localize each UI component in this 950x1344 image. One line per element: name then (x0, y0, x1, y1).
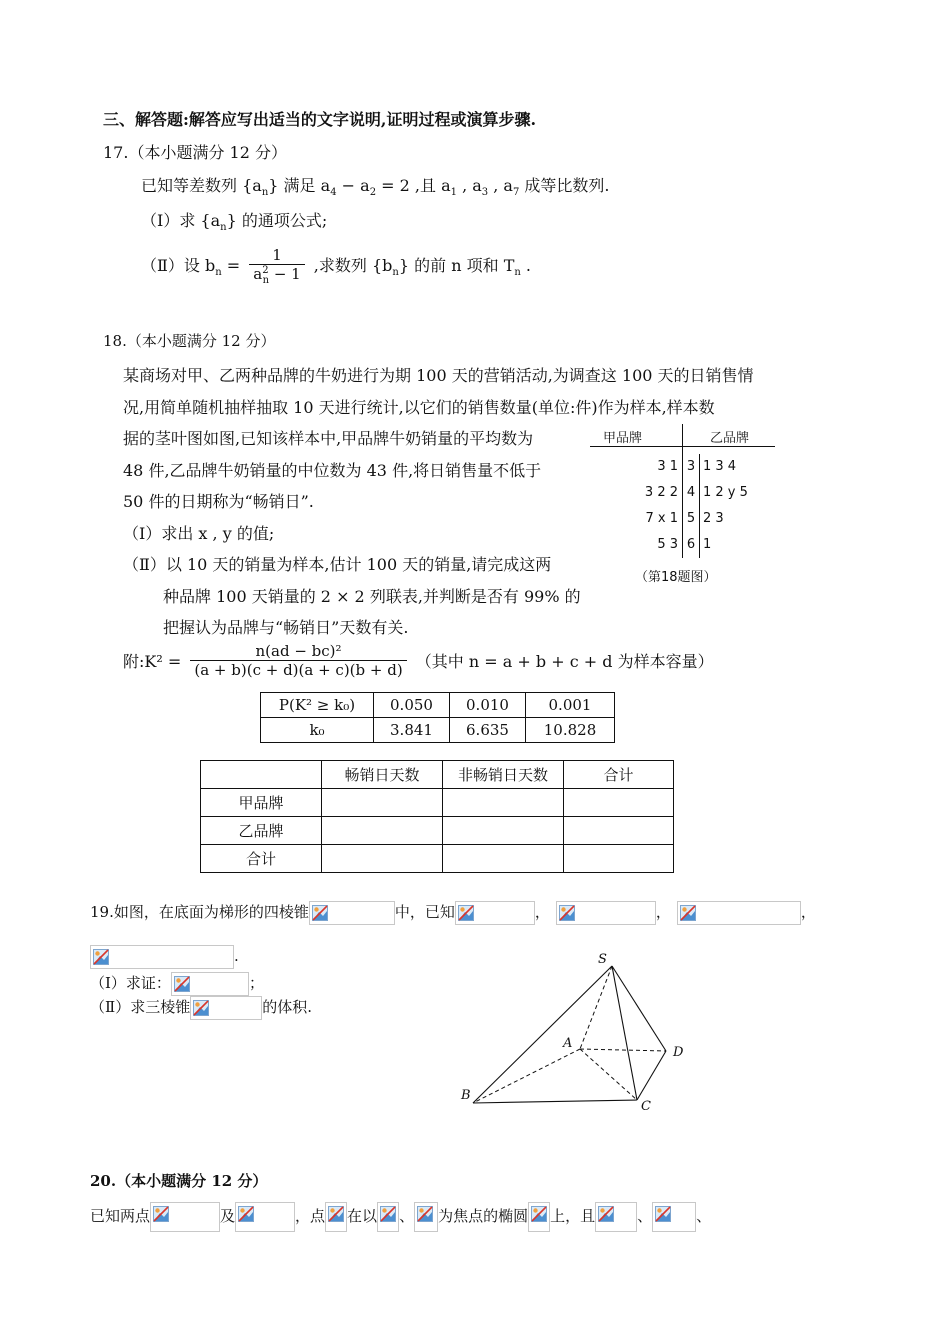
stem-header-left: 甲品牌 (603, 431, 643, 446)
stem-value: 6 (686, 537, 696, 552)
q19-line2: . (90, 944, 239, 969)
broken-image-icon (377, 1202, 399, 1232)
broken-image-icon (556, 901, 656, 925)
q18-title: 18.（本小题满分 12 分） (103, 332, 276, 350)
table-header-row: 畅销日天数 非畅销日天数 合计 (201, 761, 674, 789)
leaf-left: 3 1 (657, 459, 678, 474)
leaf-left: 5 3 (657, 537, 678, 552)
leaf-right: 1 (703, 537, 712, 552)
chi-square-formula: 附:K² = $\frac{\text{n(ad − bc)²}}{(a + b)(c + d)(a + c)(b + d)}$ （其中 n = a + b + c + d 为样本容量） (123, 642, 714, 679)
table-row: 合计 (201, 845, 674, 873)
section-header: 三、解答题:解答应写出适当的文字说明,证明过程或演算步骤. (103, 110, 537, 129)
broken-image-icon (414, 1202, 438, 1232)
vertex-label-b: B (461, 1088, 471, 1103)
stem-value: 4 (686, 485, 696, 500)
q17-title: 17.（本小题满分 12 分） (103, 143, 287, 162)
broken-image-icon (652, 1202, 696, 1232)
q19-part1: （Ⅰ）求证： ； (90, 971, 264, 996)
table-row: 乙品牌 (201, 817, 674, 845)
broken-image-icon (309, 901, 395, 925)
stem-leaf-figure (590, 424, 780, 594)
leaf-right: 2 3 (703, 511, 724, 526)
table-row: k₀ 3.841 6.635 10.828 (261, 718, 615, 743)
vertex-label-d: D (673, 1045, 684, 1060)
vertex-label-s: S (598, 952, 607, 967)
broken-image-icon (150, 1202, 220, 1232)
vertex-label-c: C (641, 1099, 651, 1114)
vertex-label-a: A (563, 1036, 573, 1051)
table-row: P(K² ≥ k₀) 0.050 0.010 0.001 (261, 693, 615, 718)
q17-part1: （Ⅰ）求 $\{a_n\}$ 的通项公式; (141, 211, 328, 234)
broken-image-icon (528, 1202, 550, 1232)
broken-image-icon (171, 972, 249, 996)
q20-title: 20.（本小题满分 12 分） (90, 1172, 268, 1190)
q19-part2: （Ⅱ）求三棱锥 的体积. (90, 995, 312, 1020)
q18-body: 某商场对甲、乙两种品牌的牛奶进行为期 100 天的营销活动,为调查这 100 天的日销售情 况,用简单随机抽样抽取 10 天进行统计,以它们的销售数量(单位:件)作为样本,样本数 据的茎叶图如图,已知该样本中,甲品牌牛奶销量的平均数为 48 件,乙品牌牛奶销量的中位数为 43 件,将日销售量不低于 50 件的日期称为“畅销日”. （Ⅰ）求出 x , y 的值; （Ⅱ）以 10 天的销量为样本,估计 100 天的销量,请完成这两 种品牌 100 天销量的 2 × 2 列联表,并判断是否有 99% 的 把握认为品牌与“畅销日”天数有关. (123, 366, 754, 637)
broken-image-icon (455, 901, 535, 925)
table-row: 甲品牌 (201, 789, 674, 817)
stem-header-right: 乙品牌 (710, 431, 750, 446)
leaf-left: 7 x 1 (645, 511, 678, 526)
leaf-left: 3 2 2 (644, 485, 678, 500)
leaf-right: 1 2 y 5 (703, 485, 748, 500)
broken-image-icon (90, 945, 234, 969)
broken-image-icon (190, 996, 262, 1020)
pyramid-figure (440, 945, 710, 1125)
broken-image-icon (325, 1202, 347, 1232)
contingency-table (200, 760, 674, 873)
figure-caption: （第18题图） (635, 570, 717, 585)
q17-stem: 已知等差数列 $\{a_n\}$ 满足 $a_4 - a_2 = 2$ ,且 $a_1$ , $a_3$ , $a_7$ 成等比数列. (141, 176, 610, 199)
q17-part2: （Ⅱ）设 $b_n$ = $\frac{1}{a^2_n - 1}$ ,求数列 $\{b_n\}$ 的前 n 项和 $T_n$ . (141, 246, 531, 286)
broken-image-icon (235, 1202, 295, 1232)
broken-image-icon (595, 1202, 637, 1232)
q19-line1: 19.如图，在底面为梯形的四棱锥 中，已知 ， ， ， (90, 900, 816, 925)
broken-image-icon (677, 901, 801, 925)
q20-line1: 已知两点 及 ，点 在以 、 为焦点的椭圆 上，且 、 、 (90, 1200, 711, 1232)
critical-value-table (260, 692, 615, 743)
stem-value: 5 (686, 511, 696, 526)
stem-value: 3 (686, 459, 696, 474)
leaf-right: 1 3 4 (703, 459, 737, 474)
